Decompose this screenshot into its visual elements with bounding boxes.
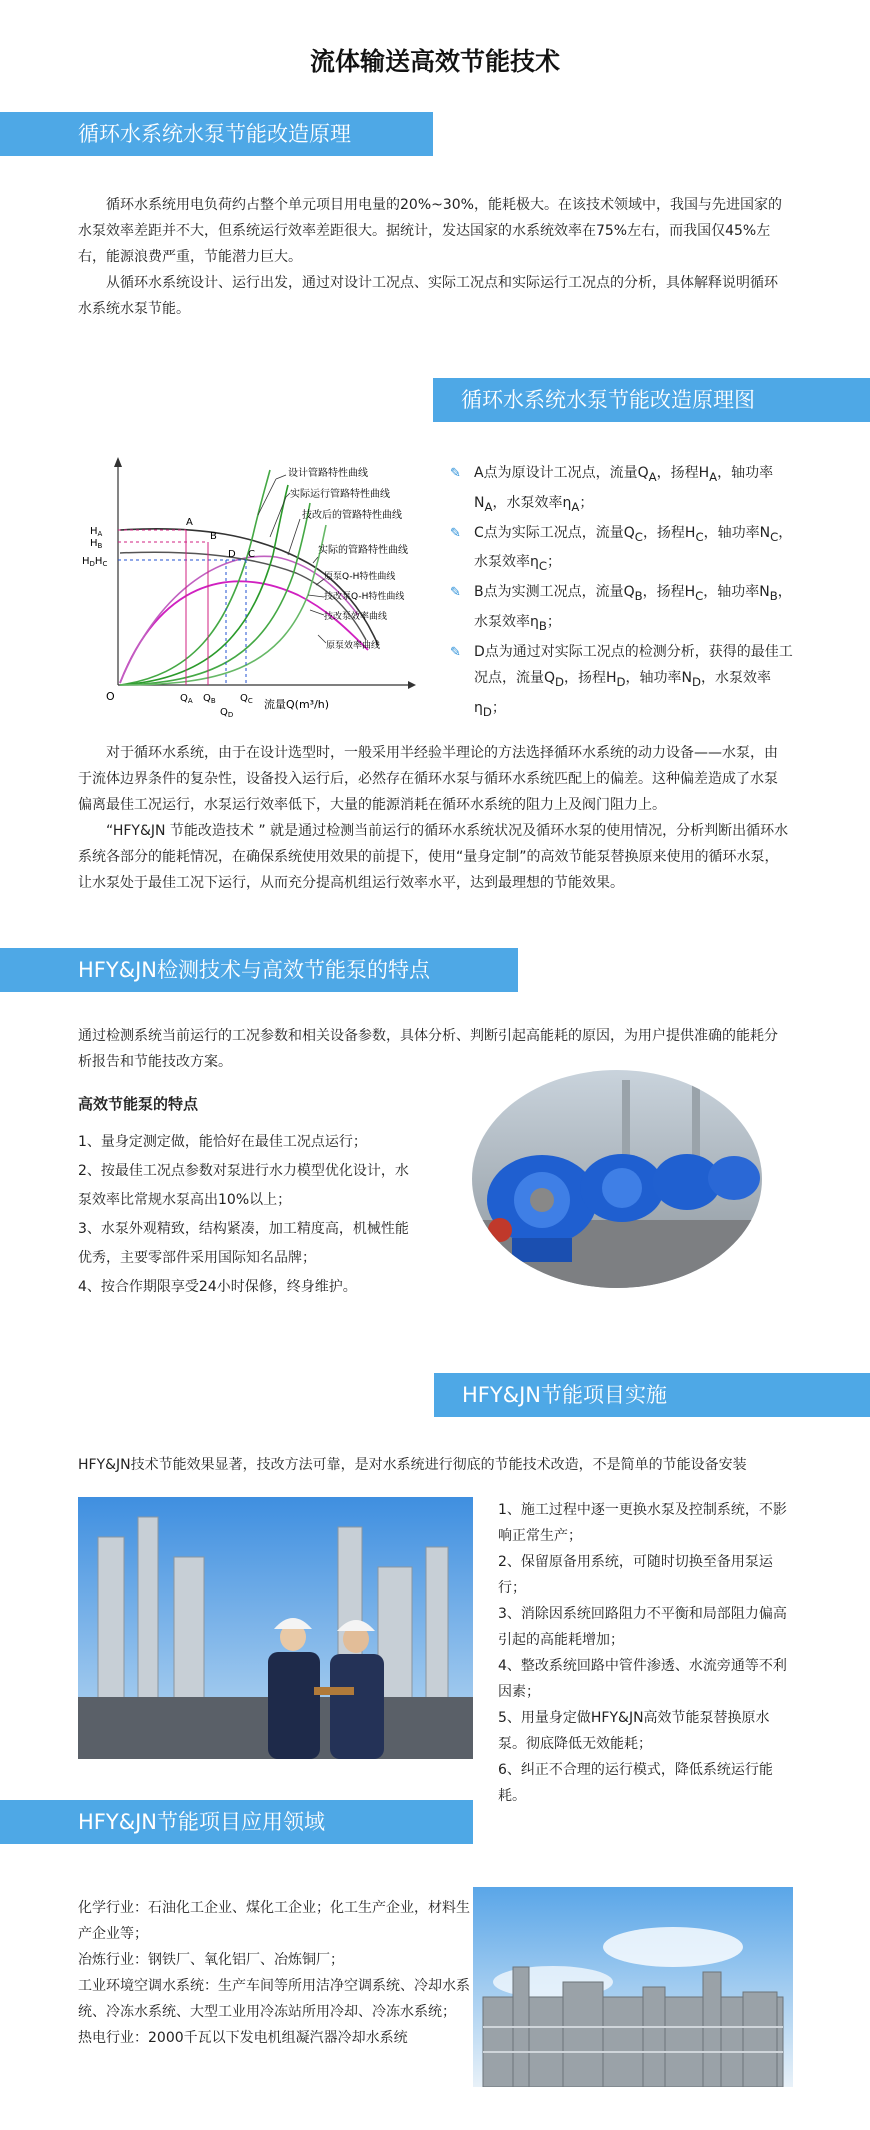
pen-icon: ✎	[450, 585, 461, 601]
legend-item-c: ✎ C点为实际工况点，流量$Q_C$，扬程$H_C$，轴功率$N_C$，水泵效率$\eta_C$；	[450, 520, 798, 580]
label-qc: $Q_C$	[240, 693, 253, 705]
application-item: 热电行业：2000千瓦以下发电机组凝汽器冷却水系统	[78, 2030, 408, 2046]
label-qd: $Q_D$	[220, 707, 234, 719]
curve-label-orig-eff: 原泵效率曲线	[326, 641, 381, 651]
legend-item-b: ✎ B点为实测工况点，流量$Q_B$，扬程$H_C$，轴功率$N_B$，水泵效率$\eta_B$；	[450, 579, 798, 639]
point-d: D	[228, 549, 236, 560]
implementation-item: 1、施工过程中逐一更换水泵及控制系统，不影响正常生产；	[498, 1502, 787, 1544]
application-item: 工业环境空调水系统：生产车间等所用洁净空调系统、冷却水系统、冷冻水系统、大型工业用冷冻站所用冷却、冷冻水系统；	[78, 1978, 470, 2020]
implementation-intro: HFY&JN技术节能效果显著，技改方法可靠，是对水系统进行彻底的节能技术改造，不是简单的节能设备安装	[78, 1457, 747, 1473]
section-heading-diagram: 循环水系统水泵节能改造原理图	[433, 378, 870, 422]
pump-curve-diagram	[78, 445, 430, 730]
feature-item: 2、按最佳工况点参数对泵进行水力模型优化设计，水泵效率比常规水泵高出10%以上；	[78, 1163, 409, 1208]
section-heading-features: HFY&JN检测技术与高效节能泵的特点	[0, 948, 518, 992]
curve-label-retrofit-qh: 技改泵Q-H特性曲线	[324, 592, 405, 602]
label-qb: $Q_B$	[203, 693, 216, 705]
applications-list	[78, 1895, 473, 2051]
curve-label-design-pipe: 设计管路特性曲线	[288, 468, 368, 479]
diagram-legend-list	[450, 460, 798, 724]
section-principle-body	[78, 192, 790, 322]
pen-icon: ✎	[450, 644, 461, 660]
curve-label-actual-run-pipe: 实际运行管路特性曲线	[290, 489, 390, 500]
implementation-item: 5、用量身定做HFY&JN高效节能泵替换原水泵。彻底降低无效能耗；	[498, 1710, 770, 1752]
application-item: 冶炼行业：钢铁厂、氧化铝厂、冶炼铜厂；	[78, 1952, 344, 1968]
engineers-photo	[78, 1497, 473, 1759]
implementation-item: 2、保留原备用系统，可随时切换至备用泵运行；	[498, 1554, 773, 1596]
curve-label-retrofit-pipe: 技改后的管路特性曲线	[302, 510, 402, 521]
features-list	[78, 1128, 418, 1302]
pen-icon: ✎	[450, 525, 461, 541]
features-subheading: 高效节能泵的特点	[78, 1095, 199, 1113]
implementation-item: 3、消除因系统回路阻力不平衡和局部阻力偏高引起的高能耗增加；	[498, 1606, 787, 1648]
diagram-paragraph-2: “HFY&JN 节能改造技术 ” 就是通过检测当前运行的循环水系统状况及循环水泵的使用情况，分析判断出循环水系统各部分的能耗情况，在确保系统使用效果的前提下，使用“量身定制”的高效节能泵替换原来使用的循环水泵，让水泵处于最佳工况下运行，从而充分提高机组运行效率水平，达到最理想的节能效果。	[78, 823, 789, 891]
feature-item: 3、水泵外观精致，结构紧凑，加工精度高，机械性能优秀，主要零部件采用国际知名品牌；	[78, 1221, 409, 1266]
features-intro: 通过检测系统当前运行的工况参数和相关设备参数，具体分析、判断引起高能耗的原因，为用户提供准确的能耗分析报告和节能技改方案。	[78, 1028, 778, 1070]
curve-label-retrofit-eff: 技改泵效率曲线	[324, 612, 388, 622]
curve-label-orig-qh: 原泵Q-H特性曲线	[324, 572, 396, 582]
pen-icon: ✎	[450, 466, 461, 481]
label-hdhc: $H_DH_C$	[82, 556, 108, 568]
label-hb: $H_B$	[90, 538, 103, 550]
principle-paragraph-2: 从循环水系统设计、运行出发，通过对设计工况点、实际工况点和实际运行工况点的分析，具体解释说明循环水系统水泵节能。	[78, 275, 778, 317]
curve-label-actual-pipe: 实际的管路特性曲线	[318, 545, 408, 556]
point-c: C	[248, 549, 255, 560]
legend-item-a: ✎ A点为原设计工况点，流量$Q_A$，扬程$H_A$，轴功率$N_A$，水泵效率$\eta_A$；	[450, 460, 798, 520]
diagram-explanation	[78, 740, 790, 896]
section-heading-applications: HFY&JN节能项目应用领域	[0, 1800, 473, 1844]
implementation-list	[498, 1497, 794, 1809]
label-ha: $H_A$	[90, 526, 103, 538]
section-heading-implementation: HFY&JN节能项目实施	[434, 1373, 870, 1417]
plant-photo	[473, 1887, 793, 2087]
implementation-item: 6、纠正不合理的运行模式，降低系统运行能耗。	[498, 1762, 773, 1804]
application-item: 化学行业：石油化工企业、煤化工企业；化工生产企业，材料生产企业等；	[78, 1900, 470, 1942]
legend-item-d: ✎ D点为通过对实际工况点的检测分析，获得的最佳工况点，流量$Q_D$，扬程$H_D$，轴功率$N_D$，水泵效率$\eta_D$；	[450, 639, 798, 725]
implementation-item: 4、整改系统回路中管件渗透、水流旁通等不利因素；	[498, 1658, 787, 1700]
point-a: A	[186, 517, 193, 528]
label-origin: O	[106, 690, 115, 703]
diagram-paragraph-1: 对于循环水系统，由于在设计选型时，一般采用半经验半理论的方法选择循环水系统的动力设备——水泵，由于流体边界条件的复杂性，设备投入运行后，必然存在循环水泵与循环水系统匹配上的偏差。这种偏差造成了水泵偏离最佳工况运行，水泵运行效率低下，大量的能源消耗在循环水系统的阻力上及阀门阻力上。	[78, 745, 778, 813]
page-title: 流体输送高效节能技术	[309, 47, 560, 76]
principle-paragraph-1: 循环水系统用电负荷约占整个单元项目用电量的20%~30%，能耗极大。在该技术领域中，我国与先进国家的水泵效率差距并不大，但系统运行效率差距很大。据统计，发达国家的水系统效率在75%左右，而我国仅45%左右，能源浪费严重，节能潜力巨大。	[78, 197, 782, 265]
feature-item: 1、量身定测定做，能恰好在最佳工况点运行；	[78, 1134, 367, 1150]
point-b: B	[210, 531, 217, 542]
label-xaxis: 流量Q(m³/h)	[264, 698, 330, 711]
label-qa: $Q_A$	[180, 693, 193, 705]
pumps-photo	[472, 1070, 762, 1288]
section-heading-principle: 循环水系统水泵节能改造原理	[0, 112, 433, 156]
feature-item: 4、按合作期限享受24小时保修，终身维护。	[78, 1279, 357, 1295]
